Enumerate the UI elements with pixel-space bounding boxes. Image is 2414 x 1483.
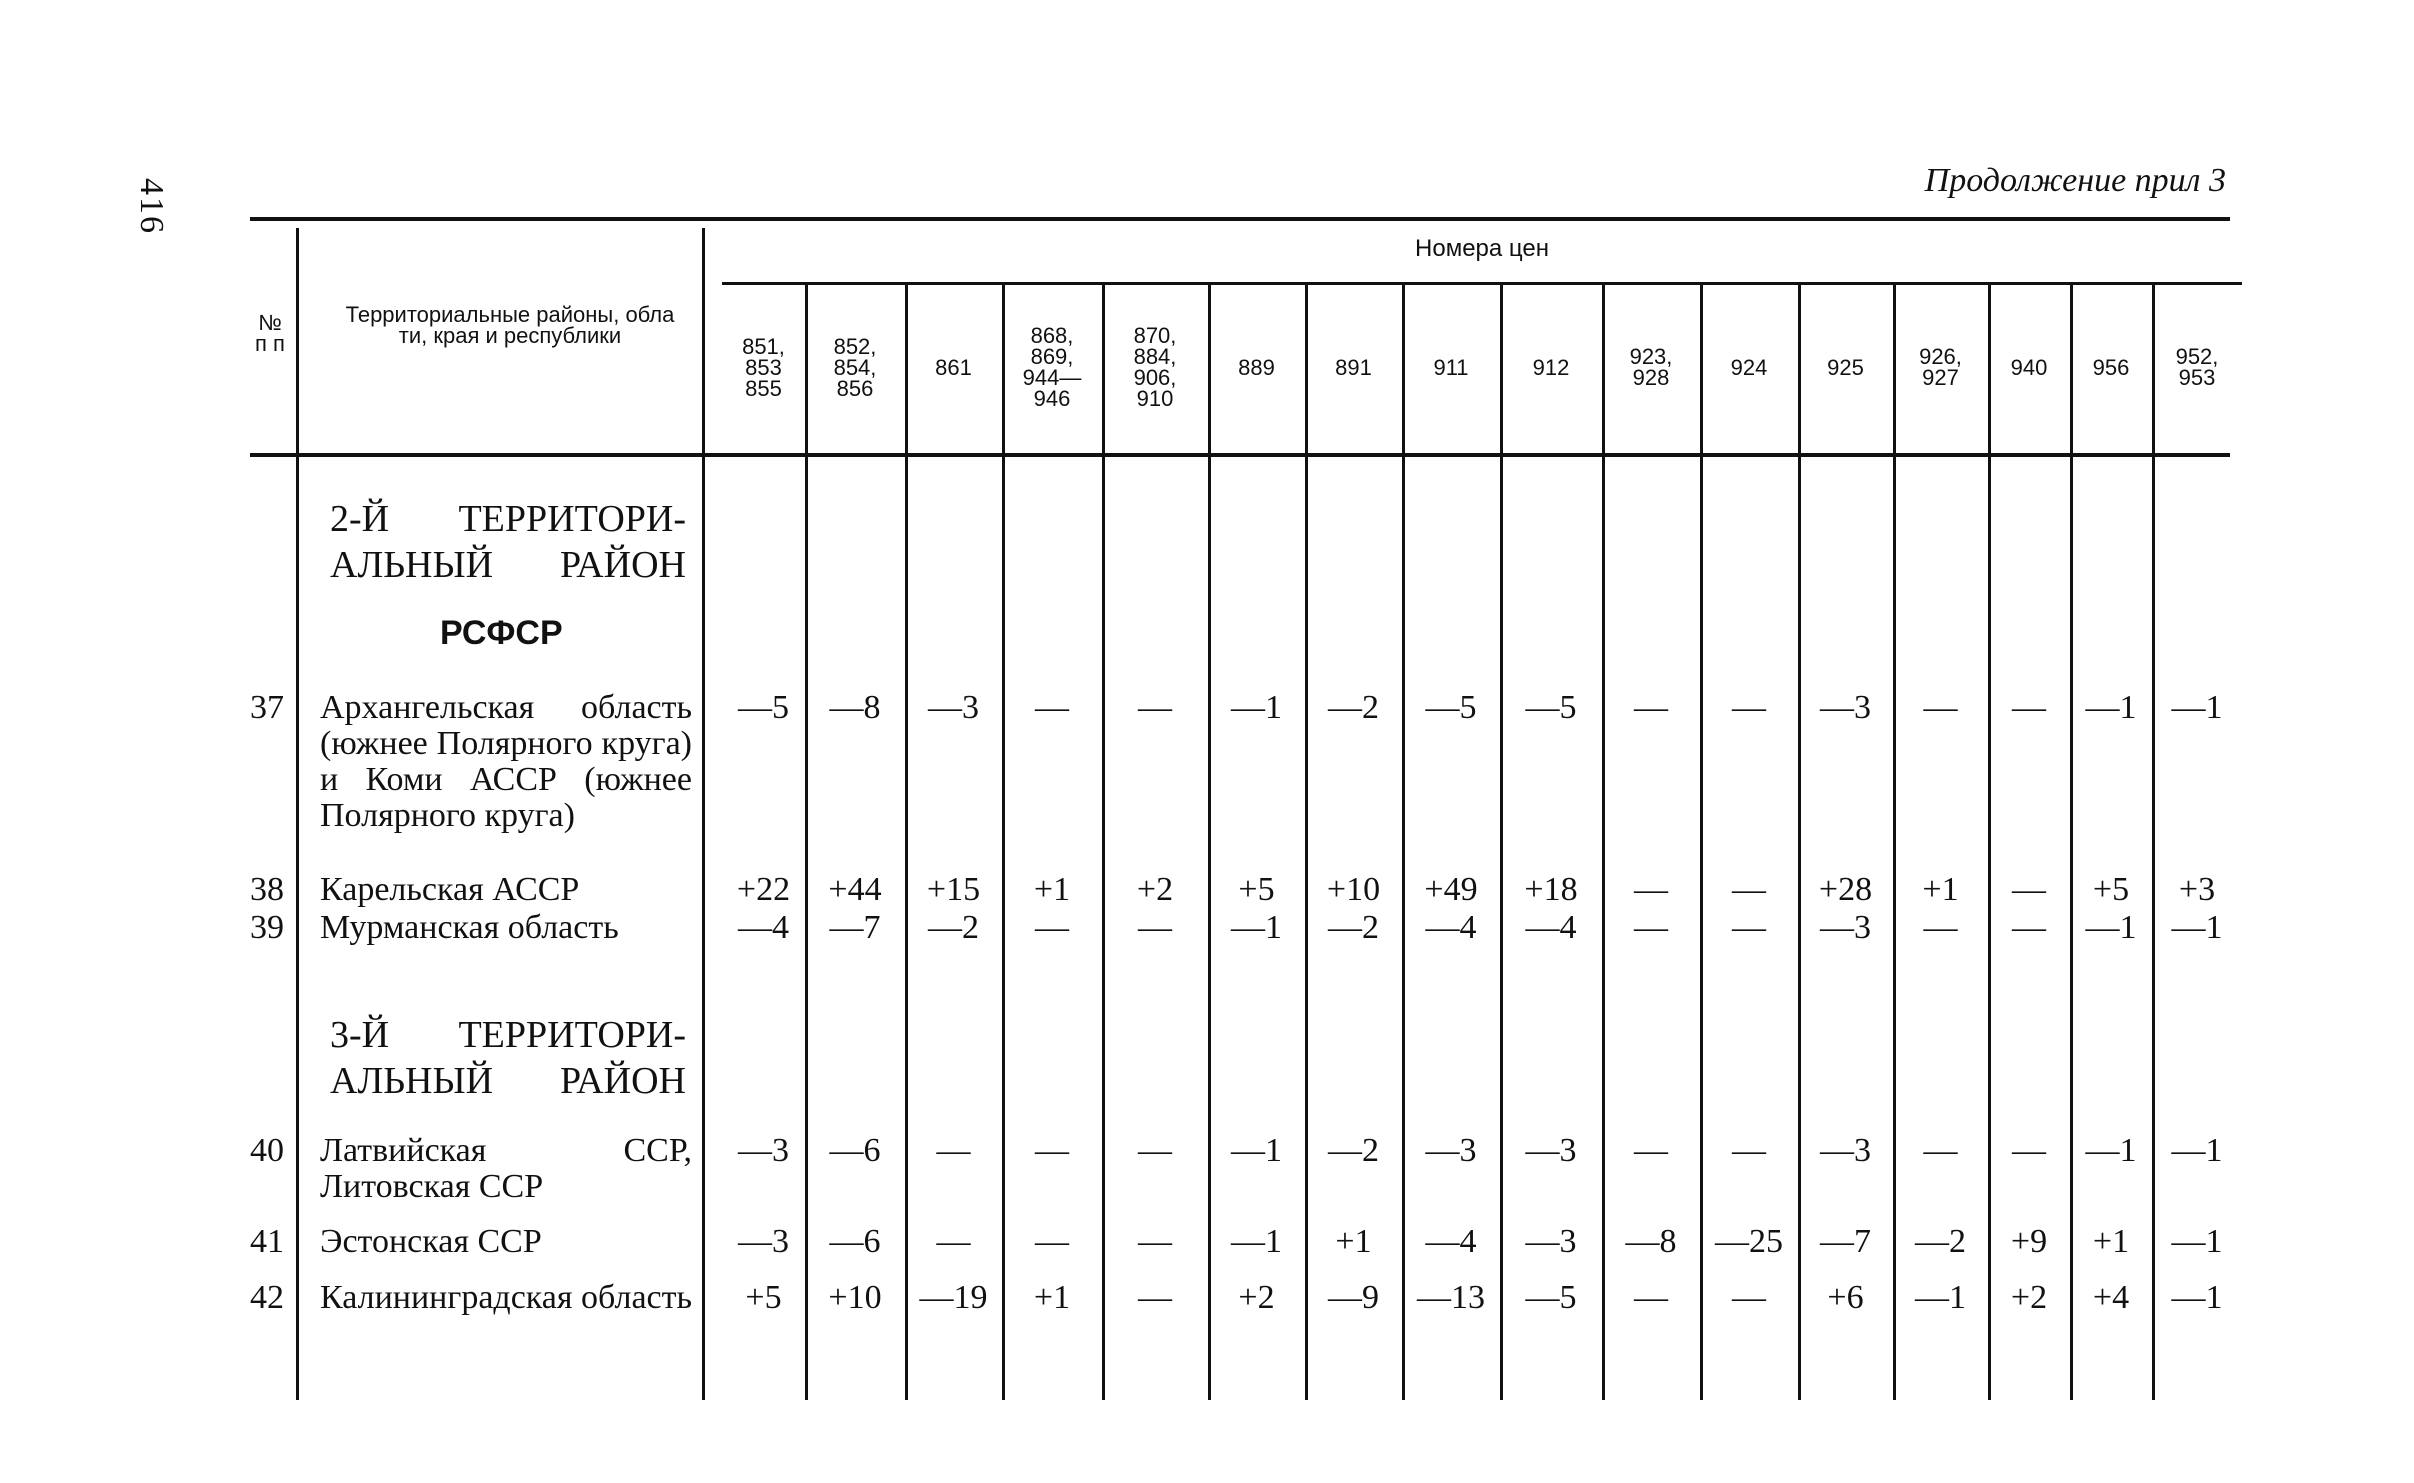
no-header: № п п — [255, 310, 285, 356]
value-cell: +1 — [1033, 1279, 1071, 1316]
price-numbers-header: Номера цен — [1415, 235, 1549, 262]
value-cell: — — [2012, 871, 2046, 908]
value-cell: —4 — [1525, 909, 1577, 946]
price-column-header: 911 — [1433, 354, 1469, 380]
value-cell: +22 — [736, 871, 791, 908]
value-cell: —5 — [1525, 1279, 1577, 1316]
price-column-header: 861 — [935, 354, 972, 380]
section-title: 2-Й ТЕРРИТОРИ- АЛЬНЫЙ РАЙОН — [330, 498, 686, 586]
value-cell: —1 — [2171, 1223, 2223, 1260]
region-name: Мурманская область — [320, 909, 619, 946]
column-divider — [296, 228, 299, 1400]
value-cell: —3 — [1525, 1132, 1577, 1169]
value-cell: — — [1923, 909, 1958, 946]
value-cell: — — [1923, 689, 1958, 726]
value-cell: —2 — [1915, 1223, 1966, 1260]
region-name: Эстонская ССР — [320, 1223, 542, 1260]
value-cell: +44 — [828, 871, 882, 908]
value-cell: +1 — [1922, 871, 1959, 908]
value-cell: —3 — [1820, 909, 1871, 946]
value-cell: —3 — [738, 1132, 789, 1169]
price-numbers-rule — [722, 282, 2242, 285]
row-number: 38 — [250, 871, 284, 908]
price-column-header: 956 — [2092, 354, 2130, 380]
value-cell: —25 — [1715, 1223, 1783, 1260]
value-cell: —6 — [829, 1132, 881, 1169]
value-cell: — — [936, 1132, 971, 1169]
value-cell: —5 — [1525, 689, 1577, 726]
row-number: 39 — [250, 909, 284, 946]
region-name: Калининградская область — [320, 1279, 692, 1316]
value-cell: —9 — [1328, 1279, 1379, 1316]
value-cell: —5 — [738, 689, 789, 726]
value-cell: — — [936, 1223, 971, 1260]
value-cell: — — [1035, 909, 1069, 946]
value-cell: —1 — [1915, 1279, 1966, 1316]
value-cell: — — [1138, 1279, 1172, 1316]
value-cell: —7 — [1820, 1223, 1871, 1260]
price-column-header: 925 — [1827, 354, 1864, 380]
header-bottom-rule — [250, 453, 2230, 457]
value-cell: —19 — [919, 1279, 988, 1316]
value-cell: +1 — [2092, 1223, 2130, 1260]
value-cell: — — [1732, 1279, 1766, 1316]
price-column-header: 926, 927 — [1919, 344, 1962, 390]
value-cell: —1 — [2171, 1132, 2223, 1169]
price-column-header: 852, 854, 856 — [833, 333, 877, 401]
region-name: Карельская АССР — [320, 871, 580, 908]
value-cell: —4 — [1425, 1223, 1477, 1260]
value-cell: —1 — [1231, 1223, 1282, 1260]
value-cell: — — [2012, 689, 2046, 726]
row-number: 37 — [250, 689, 284, 726]
value-cell: —4 — [1425, 909, 1477, 946]
row-number: 41 — [250, 1223, 284, 1260]
value-cell: —1 — [1231, 1132, 1282, 1169]
continuation-note: Продолжение прил 3 — [1924, 162, 2226, 199]
value-cell: —1 — [2171, 909, 2223, 946]
value-cell: +9 — [2010, 1223, 2048, 1260]
value-cell: —8 — [1625, 1223, 1677, 1260]
value-cell: — — [1732, 909, 1766, 946]
value-cell: —1 — [2171, 689, 2223, 726]
value-cell: —3 — [928, 689, 979, 726]
value-cell: —8 — [829, 689, 881, 726]
value-cell: — — [1634, 1132, 1668, 1169]
value-cell: —2 — [1328, 689, 1379, 726]
price-column-header: 912 — [1532, 354, 1570, 380]
row-number: 40 — [250, 1132, 284, 1169]
row-number: 42 — [250, 1279, 284, 1316]
value-cell: —1 — [1231, 909, 1282, 946]
region-header: Территориальные районы, обла ти, края и республики — [345, 302, 675, 348]
value-cell: — — [1634, 1279, 1668, 1316]
price-column-header: 923, 928 — [1629, 344, 1673, 390]
value-cell: +28 — [1818, 871, 1873, 908]
value-cell: +1 — [1335, 1223, 1372, 1260]
value-cell: —2 — [1328, 1132, 1379, 1169]
value-cell: — — [1634, 871, 1668, 908]
value-cell: +2 — [1238, 1279, 1275, 1316]
price-column-header: 851, 853 855 — [742, 333, 785, 401]
value-cell: —3 — [738, 1223, 789, 1260]
value-cell: — — [1035, 1132, 1069, 1169]
value-cell: +5 — [1238, 871, 1275, 908]
column-divider — [702, 228, 705, 1400]
price-column-header: 924 — [1730, 354, 1768, 380]
value-cell: —1 — [2085, 909, 2137, 946]
region-name: Латвийская ССР, Литовская ССР — [320, 1132, 692, 1205]
value-cell: +2 — [2010, 1279, 2048, 1316]
price-column-header: 940 — [2010, 354, 2048, 380]
price-column-header: 870, 884, 906, 910 — [1133, 323, 1177, 411]
value-cell: —1 — [2085, 1132, 2137, 1169]
value-cell: +2 — [1136, 871, 1174, 908]
value-cell: —2 — [1328, 909, 1379, 946]
value-cell: —3 — [1820, 1132, 1871, 1169]
value-cell: — — [1732, 689, 1766, 726]
value-cell: — — [1634, 689, 1668, 726]
value-cell: — — [1732, 871, 1766, 908]
value-cell: —1 — [2171, 1279, 2223, 1316]
value-cell: —3 — [1425, 1132, 1477, 1169]
price-column-header: 891 — [1335, 354, 1372, 380]
value-cell: —2 — [928, 909, 979, 946]
value-cell: — — [1732, 1132, 1766, 1169]
value-cell: —5 — [1425, 689, 1477, 726]
value-cell: — — [1035, 689, 1069, 726]
price-column-header: 868, 869, 944— 946 — [1022, 323, 1082, 411]
value-cell: —1 — [2085, 689, 2137, 726]
value-cell: +18 — [1524, 871, 1578, 908]
section-title: 3-Й ТЕРРИТОРИ- АЛЬНЫЙ РАЙОН — [330, 1014, 686, 1102]
value-cell: —4 — [738, 909, 789, 946]
price-column-header: 952, 953 — [2175, 344, 2219, 390]
value-cell: —13 — [1417, 1279, 1485, 1316]
value-cell: — — [1138, 689, 1172, 726]
price-column-header: 889 — [1238, 354, 1275, 380]
value-cell: — — [1035, 1223, 1069, 1260]
value-cell: — — [1138, 909, 1172, 946]
value-cell: +4 — [2092, 1279, 2130, 1316]
value-cell: —3 — [1820, 689, 1871, 726]
value-cell: +3 — [2178, 871, 2216, 908]
value-cell: +6 — [1827, 1279, 1864, 1316]
value-cell: — — [2012, 909, 2046, 946]
value-cell: — — [1138, 1132, 1172, 1169]
page-number: 416 — [133, 178, 170, 235]
value-cell: — — [1634, 909, 1668, 946]
value-cell: — — [1923, 1132, 1958, 1169]
value-cell: +5 — [2092, 871, 2130, 908]
value-cell: — — [1138, 1223, 1172, 1260]
value-cell: —6 — [829, 1223, 881, 1260]
region-name: Архангельская область (южнее Полярного круга) и Коми АССР (южнее Полярного круга) — [320, 689, 692, 834]
value-cell: +10 — [1326, 871, 1381, 908]
value-cell: +5 — [745, 1279, 782, 1316]
value-cell: +49 — [1424, 871, 1478, 908]
value-cell: +1 — [1033, 871, 1071, 908]
value-cell: —7 — [829, 909, 881, 946]
section-subtitle: РСФСР — [440, 614, 563, 652]
top-rule — [250, 217, 2230, 221]
value-cell: —3 — [1525, 1223, 1577, 1260]
value-cell: +10 — [828, 1279, 882, 1316]
value-cell: — — [2012, 1132, 2046, 1169]
value-cell: +15 — [926, 871, 981, 908]
value-cell: —1 — [1231, 689, 1282, 726]
